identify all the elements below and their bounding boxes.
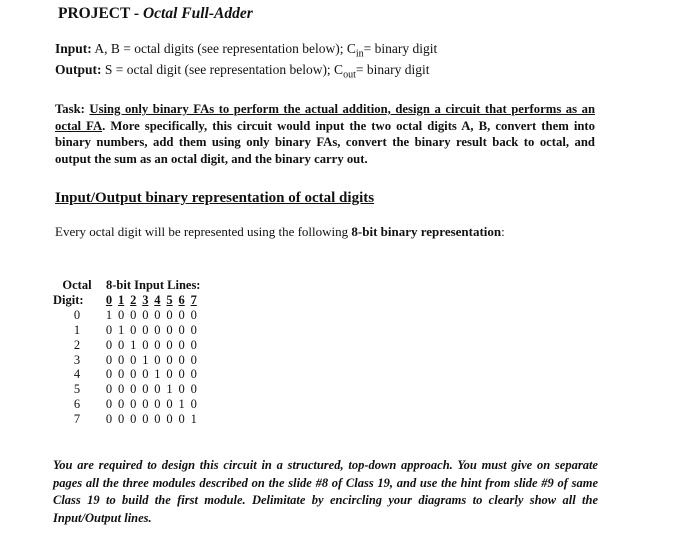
bit-value: 0 bbox=[166, 397, 173, 412]
table-row bbox=[53, 412, 200, 427]
bit-value: 0 bbox=[178, 322, 185, 337]
bit-cells bbox=[101, 323, 200, 338]
table-row bbox=[53, 382, 200, 397]
lines-header: 8-bit Input Lines: bbox=[106, 278, 201, 292]
table-row bbox=[53, 397, 200, 412]
octal-digit: 1 bbox=[73, 322, 81, 337]
bit-value: 0 bbox=[190, 322, 197, 337]
bit-value: 0 bbox=[142, 397, 149, 412]
bit-value: 0 bbox=[178, 307, 185, 322]
table-row bbox=[53, 308, 200, 323]
bit-index: 0 bbox=[105, 292, 113, 307]
bit-value: 0 bbox=[142, 307, 149, 322]
bit-value: 0 bbox=[154, 322, 161, 337]
output-line bbox=[55, 62, 429, 81]
instructions-paragraph: You are required to design this circuit in a structured, top-down approach. You must give on separate pages all the three modules described on the slide #8 of Class 19, and use the hint from slide #9 of same Class 19 to build the first module. Delimitate by encircling your diagrams to clearly show all the Input/Output lines. bbox=[53, 458, 598, 525]
table-row bbox=[53, 367, 200, 382]
intro-text bbox=[55, 224, 505, 240]
input-label: Input: bbox=[55, 41, 92, 56]
bit-value: 0 bbox=[190, 367, 197, 382]
bit-value: 0 bbox=[142, 337, 149, 352]
bit-value: 0 bbox=[105, 367, 113, 382]
bit-value: 1 bbox=[166, 382, 173, 397]
intro-lead: Every octal digit will be represented using the following bbox=[55, 224, 352, 239]
intro-bold: 8-bit binary representation bbox=[351, 224, 502, 239]
bit-index: 1 bbox=[118, 292, 125, 307]
table-row bbox=[53, 323, 200, 338]
output-sub: out bbox=[343, 69, 356, 81]
task-paragraph bbox=[55, 101, 595, 167]
octal-digit: 3 bbox=[73, 352, 81, 367]
bit-cells bbox=[101, 367, 200, 382]
bit-value: 0 bbox=[130, 307, 137, 322]
bit-value: 0 bbox=[105, 337, 113, 352]
task-rest: . More specifically, this circuit would input the two octal digits A, B, convert them into binary numbers, add them using only binary FAs, convert the binary result back to octal, and output the sum as an octal digit, and the binary carry out. bbox=[55, 118, 595, 166]
bit-value: 0 bbox=[142, 322, 149, 337]
page-title bbox=[58, 5, 253, 23]
bit-cells bbox=[101, 353, 200, 368]
bit-value: 0 bbox=[105, 322, 113, 337]
bit-value: 1 bbox=[178, 397, 185, 412]
table-index-row bbox=[53, 293, 200, 308]
title-name: Octal Full-Adder bbox=[142, 5, 253, 22]
output-label: Output: bbox=[55, 62, 102, 77]
intro-end: : bbox=[501, 224, 505, 239]
bit-cells bbox=[101, 397, 200, 412]
bit-value: 0 bbox=[130, 382, 137, 397]
bit-value: 0 bbox=[154, 307, 161, 322]
bit-value: 0 bbox=[166, 307, 173, 322]
bit-value: 0 bbox=[130, 367, 137, 382]
bit-value: 0 bbox=[154, 412, 161, 427]
table-row bbox=[53, 338, 200, 353]
bit-value: 1 bbox=[142, 352, 149, 367]
input-text: A, B = octal digits (see representation below); C bbox=[91, 41, 356, 56]
task-label: Task: bbox=[55, 102, 85, 116]
bit-value: 1 bbox=[190, 412, 197, 427]
input-line bbox=[55, 41, 437, 60]
bit-value: 0 bbox=[118, 412, 125, 427]
bit-cells bbox=[101, 308, 200, 323]
bit-value: 0 bbox=[154, 352, 161, 367]
bit-value: 0 bbox=[178, 337, 185, 352]
bit-value: 0 bbox=[190, 397, 197, 412]
bit-value: 0 bbox=[118, 307, 125, 322]
bit-value: 0 bbox=[118, 382, 125, 397]
bit-value: 1 bbox=[105, 307, 113, 322]
table-header-row bbox=[53, 278, 200, 293]
bit-value: 0 bbox=[142, 367, 149, 382]
bit-index: 5 bbox=[166, 292, 173, 307]
bit-index: 2 bbox=[130, 292, 137, 307]
bit-value: 0 bbox=[166, 367, 173, 382]
bit-value: 0 bbox=[178, 382, 185, 397]
task-underlined: Using only binary FAs to perform the actual addition, design a circuit that performs as an octal FA bbox=[55, 102, 596, 133]
bit-cells bbox=[101, 382, 200, 397]
table-row bbox=[53, 353, 200, 368]
input-tail: = binary digit bbox=[363, 41, 438, 56]
bit-value: 0 bbox=[105, 352, 113, 367]
input-sub: in bbox=[355, 48, 364, 60]
bit-cells bbox=[101, 338, 200, 353]
bit-value: 0 bbox=[130, 397, 137, 412]
bit-value: 1 bbox=[154, 367, 161, 382]
bit-value: 0 bbox=[105, 412, 113, 427]
bit-index: 6 bbox=[178, 292, 185, 307]
bit-index: 4 bbox=[154, 292, 161, 307]
output-text: S = octal digit (see representation below); C bbox=[101, 62, 344, 77]
bit-value: 1 bbox=[118, 322, 125, 337]
octal-digit: 2 bbox=[73, 337, 81, 352]
bit-value: 0 bbox=[166, 322, 173, 337]
bit-value: 0 bbox=[178, 367, 185, 382]
bit-value: 0 bbox=[178, 412, 185, 427]
bit-value: 0 bbox=[190, 307, 197, 322]
bit-value: 0 bbox=[105, 382, 113, 397]
bit-cells bbox=[101, 412, 200, 427]
bit-value: 0 bbox=[190, 352, 197, 367]
bit-index: 7 bbox=[190, 292, 197, 307]
bit-value: 0 bbox=[118, 352, 125, 367]
output-tail: = binary digit bbox=[355, 62, 430, 77]
digit-label: Digit: bbox=[53, 292, 84, 307]
octal-digit: 5 bbox=[73, 382, 81, 397]
bit-value: 0 bbox=[190, 337, 197, 352]
bit-value: 0 bbox=[154, 397, 161, 412]
bit-value: 0 bbox=[166, 412, 173, 427]
bit-index: 3 bbox=[142, 292, 149, 307]
octal-digit: 6 bbox=[73, 397, 81, 412]
bit-value: 0 bbox=[166, 352, 173, 367]
bit-value: 0 bbox=[166, 337, 173, 352]
bit-value: 0 bbox=[130, 352, 137, 367]
title-prefix: PROJECT - bbox=[58, 5, 143, 22]
bit-value: 1 bbox=[130, 337, 137, 352]
bit-value: 0 bbox=[118, 337, 125, 352]
bit-value: 0 bbox=[142, 382, 149, 397]
bit-value: 0 bbox=[130, 322, 137, 337]
bit-value: 0 bbox=[154, 337, 161, 352]
bit-value: 0 bbox=[154, 382, 161, 397]
octal-digit: 7 bbox=[73, 412, 81, 427]
bit-value: 0 bbox=[105, 397, 113, 412]
bit-value: 0 bbox=[142, 412, 149, 427]
octal-header: Octal bbox=[62, 278, 92, 292]
bit-value: 0 bbox=[118, 397, 125, 412]
octal-code-table bbox=[53, 278, 200, 427]
octal-digit: 4 bbox=[73, 367, 81, 382]
section-heading: Input/Output binary representation of octal digits bbox=[55, 190, 375, 206]
bit-index-cell bbox=[101, 293, 200, 308]
bit-value: 0 bbox=[118, 367, 125, 382]
bit-value: 0 bbox=[130, 412, 137, 427]
octal-digit: 0 bbox=[73, 307, 81, 322]
bit-value: 0 bbox=[178, 352, 185, 367]
bit-value: 0 bbox=[190, 382, 197, 397]
